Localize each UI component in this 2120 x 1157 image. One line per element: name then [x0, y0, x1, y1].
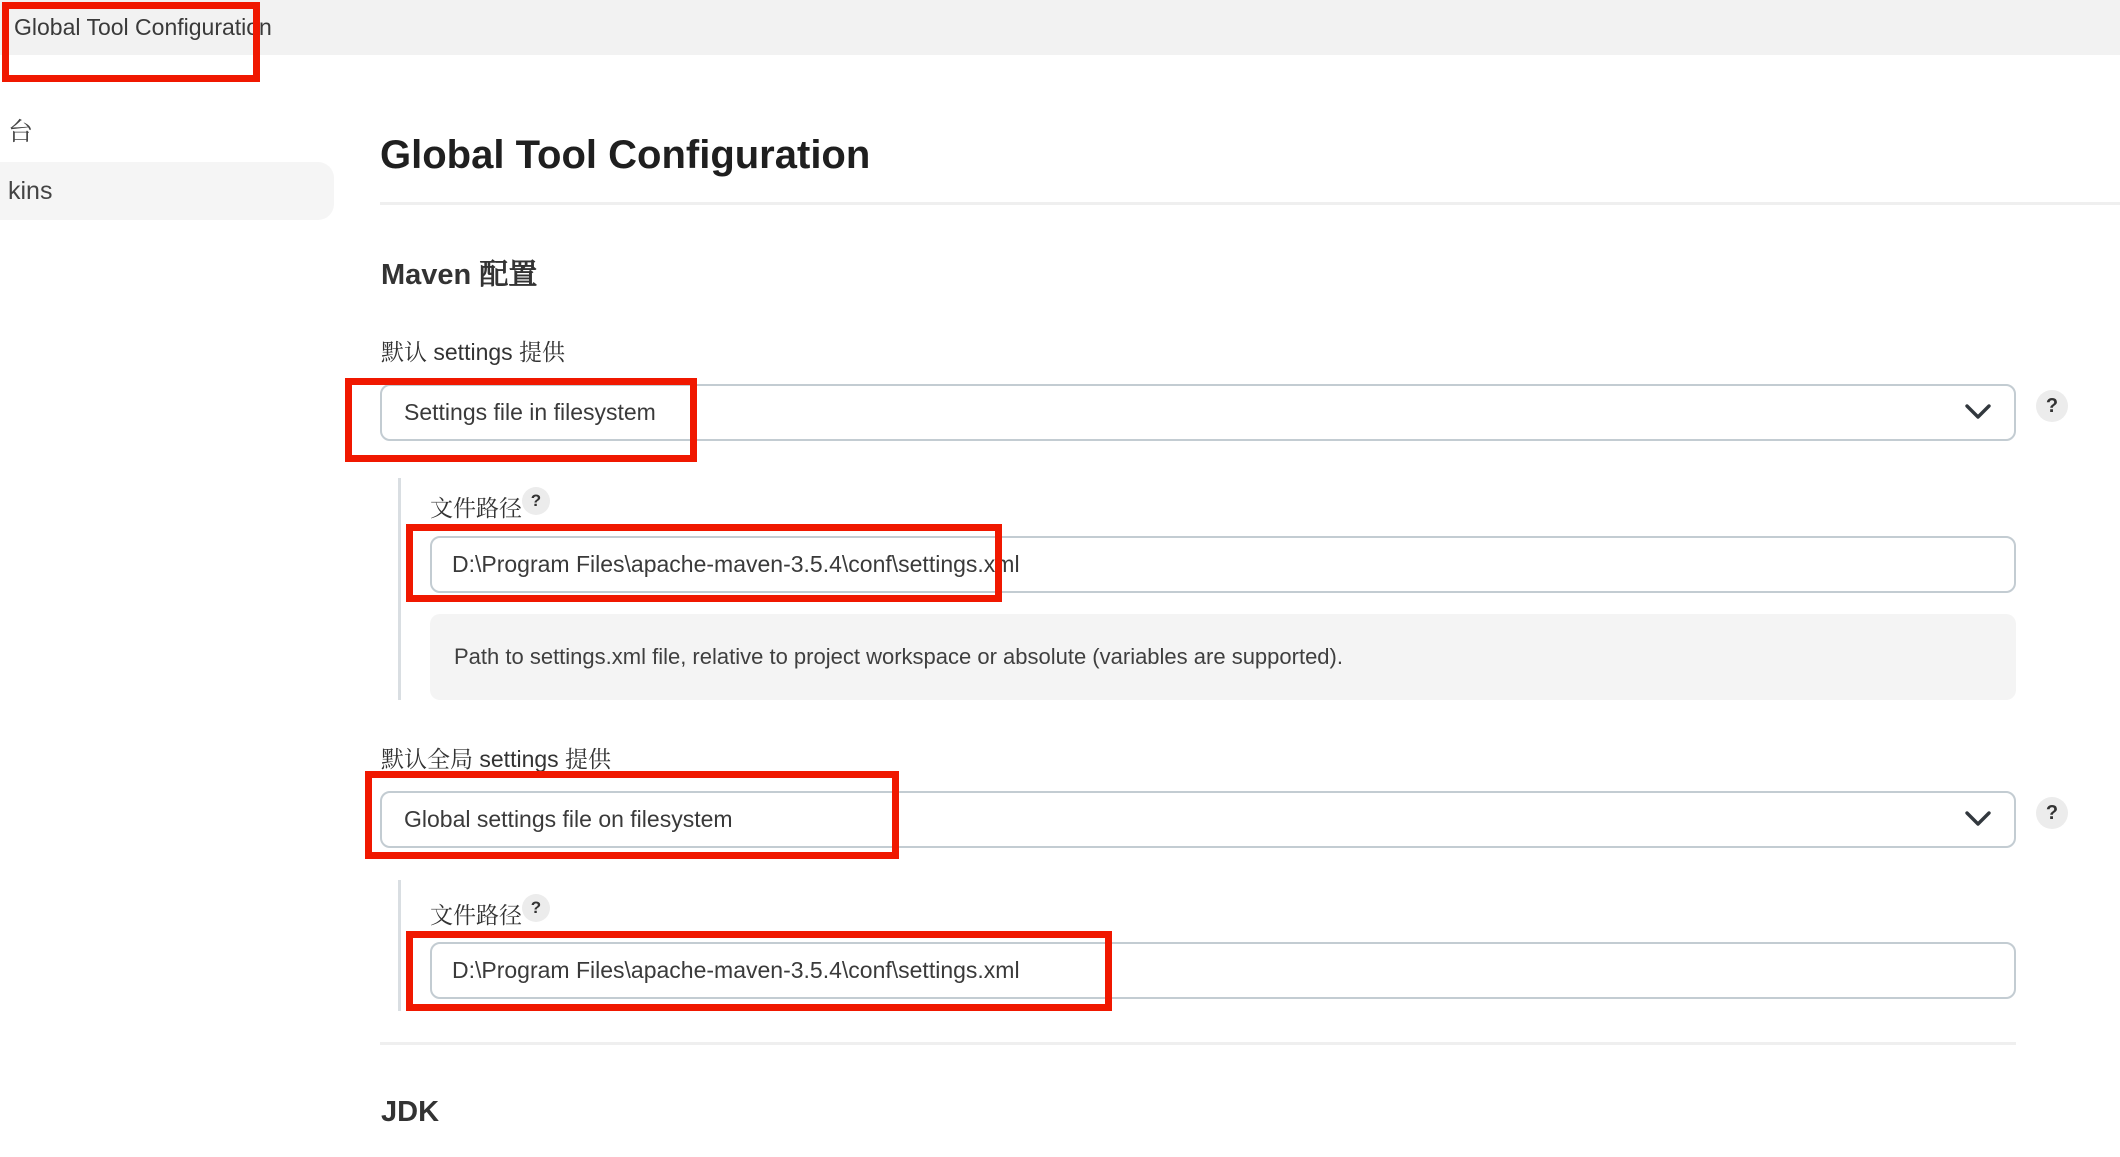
sidebar-item-manage-jenkins[interactable] — [0, 162, 334, 220]
file-path-label: 文件路径 — [430, 495, 522, 521]
default-settings-provider-label: 默认 settings 提供 — [381, 339, 566, 365]
sidebar-item-dashboard[interactable]: 台 — [8, 118, 34, 146]
default-settings-provider-select[interactable] — [380, 384, 2016, 441]
help-button[interactable]: ? — [522, 894, 550, 922]
section-divider — [380, 202, 2120, 205]
top-tab-bar — [0, 0, 2120, 55]
nested-block-indent-line — [398, 880, 401, 1011]
maven-section-heading: Maven 配置 — [381, 259, 538, 291]
sidebar-item-label: kins — [8, 177, 53, 205]
chevron-down-icon — [1964, 806, 1992, 833]
help-button[interactable]: ? — [2036, 390, 2068, 422]
section-divider — [380, 1042, 2016, 1045]
tab-global-tool-configuration[interactable]: Global Tool Configuration — [14, 14, 272, 40]
global-settings-provider-select[interactable] — [380, 791, 2016, 848]
help-button[interactable]: ? — [2036, 797, 2068, 829]
file-path-help-text: Path to settings.xml file, relative to project workspace or absolute (variables are supported). — [430, 614, 2016, 700]
selected-option-text: Global settings file on filesystem — [404, 806, 733, 832]
global-settings-provider-label: 默认全局 settings 提供 — [381, 746, 612, 772]
page-title: Global Tool Configuration — [380, 132, 871, 177]
jdk-section-heading: JDK — [381, 1096, 440, 1128]
chevron-down-icon — [1964, 399, 1992, 426]
nested-block-indent-line — [398, 478, 401, 700]
global-settings-file-path-input[interactable] — [430, 942, 2016, 999]
file-path-label: 文件路径 — [430, 902, 522, 928]
help-button[interactable]: ? — [522, 487, 550, 515]
selected-option-text: Settings file in filesystem — [404, 399, 656, 425]
settings-file-path-input[interactable] — [430, 536, 2016, 593]
